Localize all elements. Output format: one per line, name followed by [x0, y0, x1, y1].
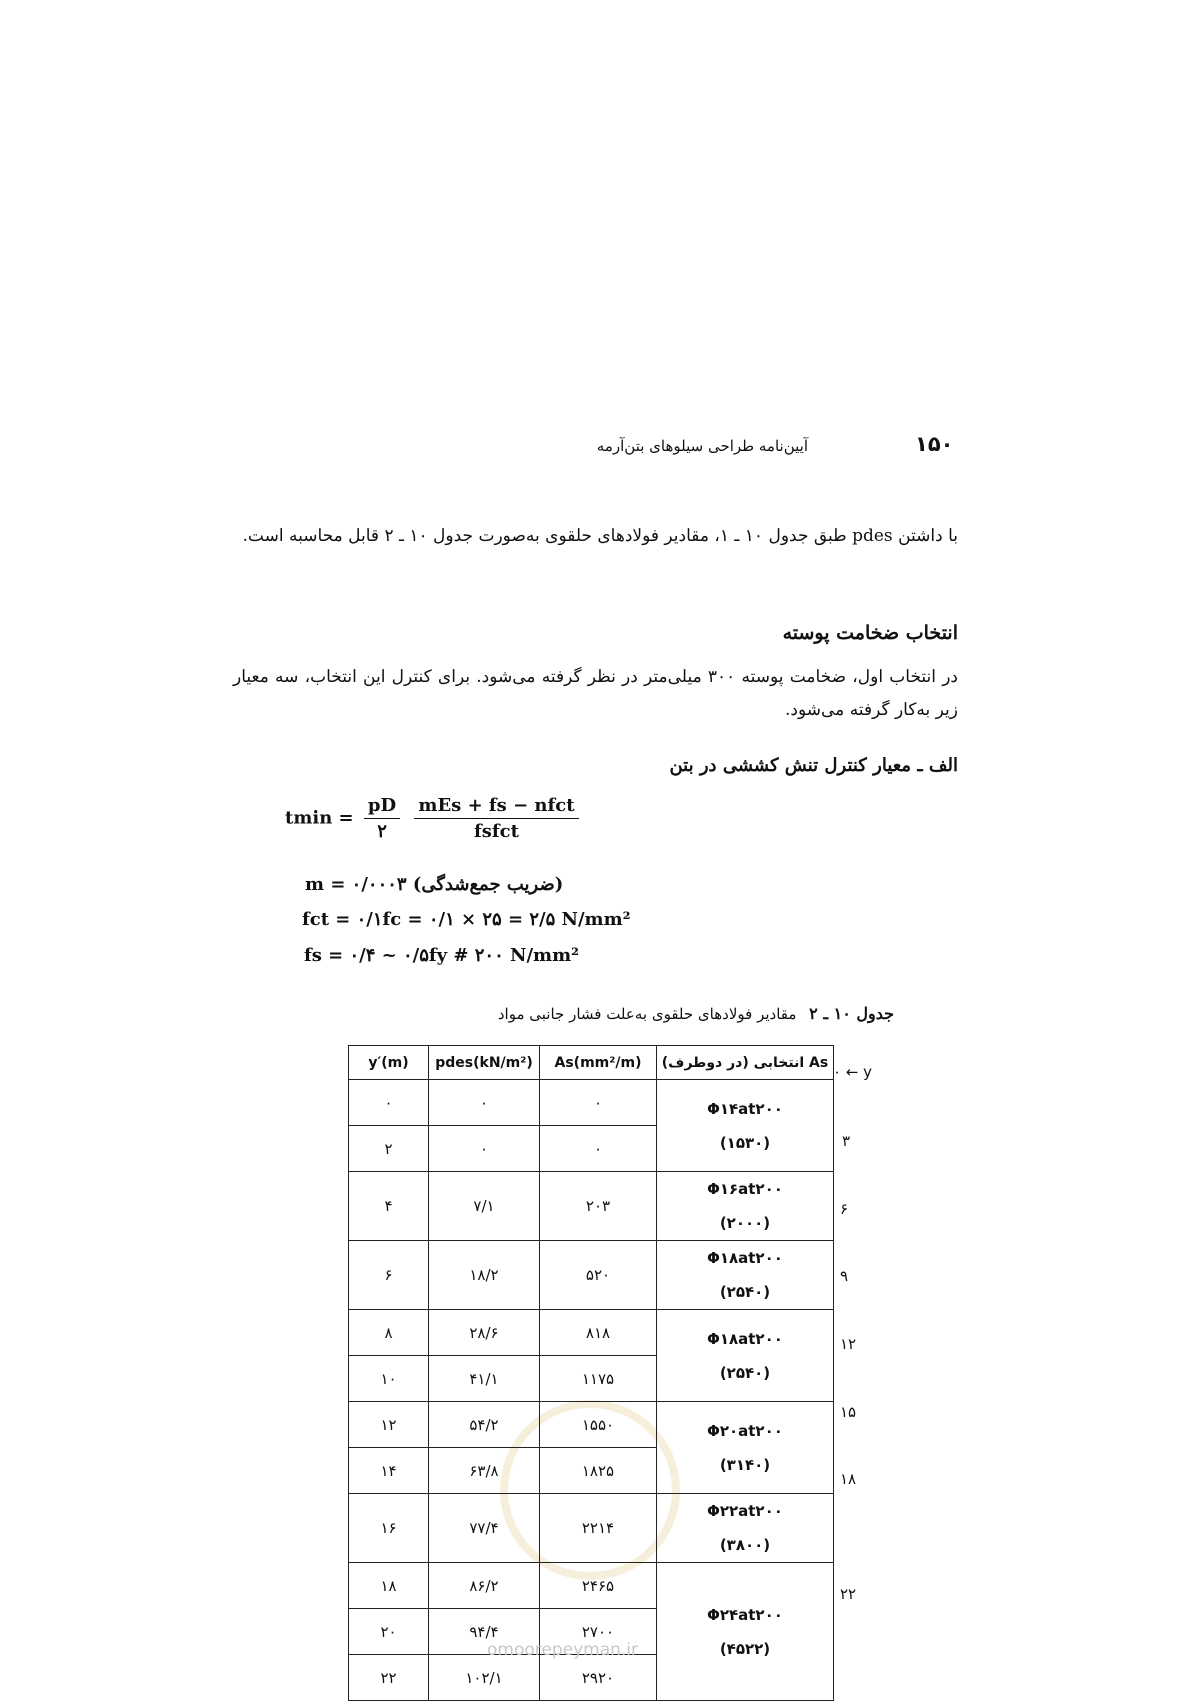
- selection-area: (۳۱۴۰): [719, 1455, 771, 1474]
- y-axis-label: ۲۲: [840, 1585, 857, 1603]
- cell-as: ۲۷۰۰: [540, 1609, 657, 1655]
- cell-y: ۸: [349, 1310, 429, 1356]
- cell-as: ۲۰۳: [540, 1172, 657, 1241]
- paragraph-2: در انتخاب اول، ضخامت پوسته ۳۰۰ میلی‌متر در نظر گرفته می‌شود. برای کنترل این انتخاب، سه معیار زیر به‌کار گرفته می‌شود.: [233, 667, 958, 720]
- cell-y: ۲: [349, 1126, 429, 1172]
- cell-as: ۲۲۱۴: [540, 1494, 657, 1563]
- selection-bar: Φ۲۲at۲۰۰: [707, 1502, 783, 1520]
- selection-area: (۲۵۴۰): [719, 1283, 771, 1301]
- table-row: [349, 1080, 834, 1126]
- y-axis-label: ۱۸: [840, 1470, 857, 1488]
- fraction-stress: [414, 795, 578, 842]
- y-axis-label: ۹: [840, 1267, 849, 1285]
- paragraph-1: با داشتن pdes طبق جدول ۱۰ ـ ۱، مقادیر فولادهای حلقوی به‌صورت جدول ۱۰ ـ ۲ قابل محاسبه است.: [242, 526, 958, 546]
- fraction-pd-numerator: pD: [364, 795, 400, 819]
- table-row: [349, 1310, 834, 1356]
- table-header-row: [349, 1046, 834, 1080]
- selection-area: (۲۰۰۰): [719, 1214, 771, 1232]
- table-row: [349, 1172, 834, 1241]
- cell-pdes: ۷/۱: [429, 1172, 540, 1241]
- cell-as: ۱۸۲۵: [540, 1448, 657, 1494]
- selection-bar: Φ۱۸at۲۰۰: [707, 1249, 783, 1267]
- selection-bar: Φ۱۴at۲۰۰: [707, 1099, 783, 1118]
- cell-selection: [657, 1172, 834, 1241]
- fs-equation: fs = ۰/۴ ~ ۰/۵fy # ۲۰۰ N/mm²: [304, 945, 580, 966]
- selection-area: (۴۵۲۲): [719, 1639, 771, 1658]
- cell-y: ۱۴: [349, 1448, 429, 1494]
- cell-y: ۴: [349, 1172, 429, 1241]
- cell-pdes: ۰: [429, 1080, 540, 1126]
- cell-as: ۸۱۸: [540, 1310, 657, 1356]
- cell-as: ۲۹۲۰: [540, 1655, 657, 1701]
- page-number: ۱۵۰: [915, 432, 954, 456]
- selection-bar: Φ۱۸at۲۰۰: [707, 1329, 783, 1348]
- table-caption-text: مقادیر فولادهای حلقوی به‌علت فشار جانبی مواد: [497, 1005, 797, 1023]
- y-axis-label: ۱۲: [840, 1335, 857, 1353]
- cell-as: ۰: [540, 1080, 657, 1126]
- cell-y: ۱۰: [349, 1356, 429, 1402]
- cell-pdes: ۶۳/۸: [429, 1448, 540, 1494]
- header-as: As(mm²/m): [540, 1046, 657, 1080]
- y-axis-label: ۳: [842, 1132, 851, 1150]
- selection-bar: Φ۲۴at۲۰۰: [707, 1605, 783, 1624]
- cell-y: ۲۰: [349, 1609, 429, 1655]
- cell-y: ۱۸: [349, 1563, 429, 1609]
- tmin-lhs: tmin =: [285, 807, 354, 829]
- cell-as: ۵۲۰: [540, 1241, 657, 1310]
- running-title: آیین‌نامه طراحی سیلوهای بتن‌آرمه: [596, 437, 808, 455]
- selection-bar: Φ۲۰at۲۰۰: [707, 1421, 783, 1440]
- cell-selection: [657, 1080, 834, 1172]
- fraction-stress-denominator: fsfct: [474, 821, 519, 842]
- cell-selection: [657, 1494, 834, 1563]
- m-equation: m = ۰/۰۰۰۳ (ضریب جمع‌شدگی): [305, 874, 564, 895]
- cell-pdes: ۱۸/۲: [429, 1241, 540, 1310]
- cell-selection: [657, 1402, 834, 1494]
- table-caption: [498, 1004, 894, 1023]
- header-as-selected: As انتخابی (در دوطرف): [657, 1046, 834, 1080]
- cell-pdes: ۰: [429, 1126, 540, 1172]
- cell-y: ۱۶: [349, 1494, 429, 1563]
- selection-bar: Φ۱۶at۲۰۰: [707, 1180, 783, 1198]
- cell-pdes: ۹۴/۴: [429, 1609, 540, 1655]
- selection-area: (۱۵۳۰): [719, 1133, 771, 1152]
- y-axis-label: ۶: [840, 1200, 849, 1218]
- cell-as: ۰: [540, 1126, 657, 1172]
- header-y: y′(m): [349, 1046, 429, 1080]
- cell-selection: [657, 1241, 834, 1310]
- y-axis-label: ۰ ← y: [833, 1063, 873, 1081]
- tmin-equation: [285, 795, 583, 842]
- table-row: [349, 1402, 834, 1448]
- y-axis-label: ۱۵: [840, 1403, 857, 1421]
- cell-pdes: ۲۸/۶: [429, 1310, 540, 1356]
- cell-as: ۱۱۷۵: [540, 1356, 657, 1402]
- cell-as: ۲۴۶۵: [540, 1563, 657, 1609]
- fraction-pd: [364, 795, 400, 842]
- cell-pdes: ۸۶/۲: [429, 1563, 540, 1609]
- fraction-stress-numerator: mEs + fs − nfct: [414, 795, 578, 819]
- selection-area: (۲۵۴۰): [719, 1363, 771, 1382]
- cell-y: ۶: [349, 1241, 429, 1310]
- cell-y: ۲۲: [349, 1655, 429, 1701]
- fraction-pd-denominator: ۲: [377, 821, 387, 842]
- table-row: [349, 1494, 834, 1563]
- cell-pdes: ۷۷/۴: [429, 1494, 540, 1563]
- ring-steel-table: [348, 1045, 834, 1701]
- subheading: الف ـ معیار کنترل تنش کششی در بتن: [669, 755, 958, 776]
- table-row: [349, 1241, 834, 1310]
- cell-selection: [657, 1563, 834, 1701]
- selection-area: (۳۸۰۰): [719, 1536, 771, 1554]
- cell-pdes: ۵۴/۲: [429, 1402, 540, 1448]
- header-pdes: pdes(kN/m²): [429, 1046, 540, 1080]
- cell-y: ۰: [349, 1080, 429, 1126]
- fct-equation: fct = ۰/۱fc = ۰/۱ × ۲۵ = ۲/۵ N/mm²: [302, 909, 631, 930]
- cell-y: ۱۲: [349, 1402, 429, 1448]
- site-watermark: omoorepeyman.ir: [487, 1640, 639, 1660]
- cell-pdes: ۴۱/۱: [429, 1356, 540, 1402]
- cell-as: ۱۵۵۰: [540, 1402, 657, 1448]
- cell-pdes: ۱۰۲/۱: [429, 1655, 540, 1701]
- cell-selection: [657, 1310, 834, 1402]
- section-heading: انتخاب ضخامت پوسته: [782, 622, 958, 644]
- table-row: [349, 1563, 834, 1609]
- table-caption-number: جدول ۱۰ ـ ۲: [809, 1004, 894, 1023]
